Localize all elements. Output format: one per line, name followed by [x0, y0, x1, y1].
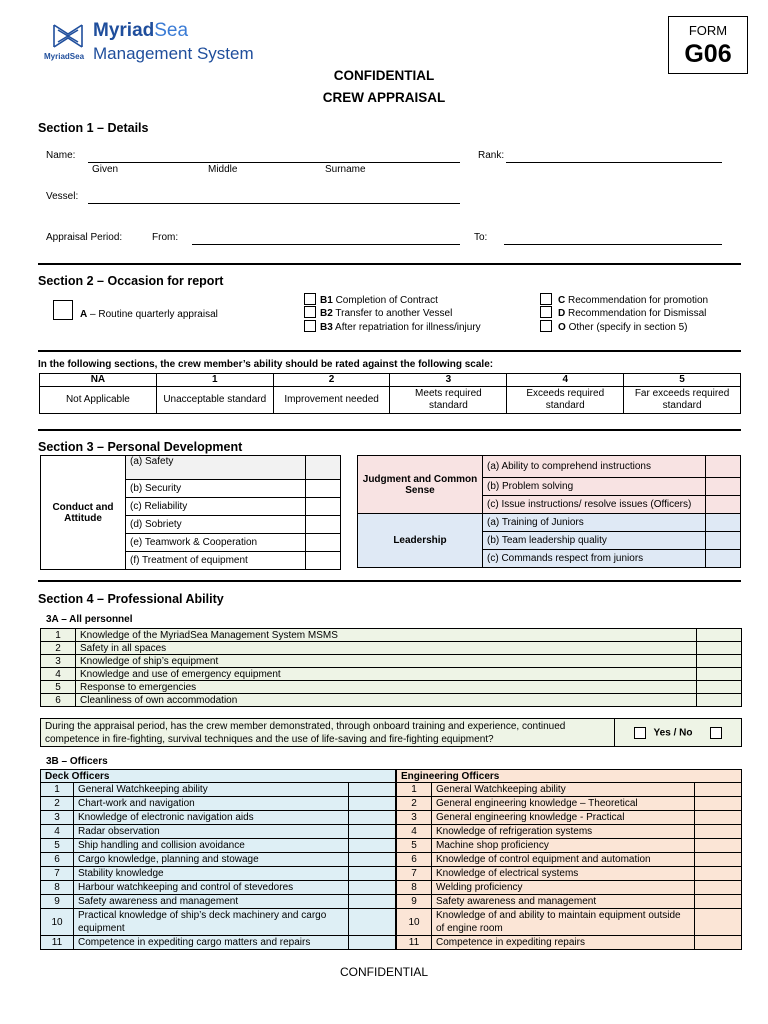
leadership-label: Leadership [358, 514, 483, 568]
conduct-label: Conduct and Attitude [41, 456, 126, 570]
rating-cell[interactable] [695, 909, 742, 936]
yes-no-cell [615, 719, 742, 747]
rating-cell[interactable] [306, 552, 341, 570]
brand-name [93, 20, 188, 42]
option-b3: B3 After repatriation for illness/injury [320, 322, 481, 333]
rating-cell[interactable] [697, 629, 742, 642]
rating-cell[interactable] [697, 655, 742, 668]
name-field[interactable] [88, 162, 460, 163]
sub-b-heading: 3B – Officers [46, 756, 108, 767]
brand-subtitle: Management System [93, 44, 254, 63]
from-field[interactable] [192, 244, 460, 245]
footer-confidential: CONFIDENTIAL [339, 965, 428, 979]
rating-cell[interactable] [349, 825, 396, 839]
rating-cell[interactable] [697, 694, 742, 707]
checkbox-b2[interactable] [304, 306, 316, 318]
scale-label: Unacceptable standard [156, 387, 273, 414]
checkbox-o[interactable] [540, 320, 552, 332]
conduct-item: (f) Treatment of equipment [126, 552, 306, 570]
form-code: G06 [684, 40, 732, 68]
rank-field[interactable] [506, 162, 722, 163]
scale-label: Exceeds required standard [507, 387, 624, 414]
vessel-field[interactable] [88, 203, 460, 204]
conduct-table [40, 455, 341, 570]
option-a-code: A [80, 309, 88, 320]
rating-cell[interactable] [349, 895, 396, 909]
scale-label: Improvement needed [273, 387, 390, 414]
to-field[interactable] [504, 244, 722, 245]
rating-cell[interactable] [349, 853, 396, 867]
option-a-text: – Routine quarterly appraisal [90, 309, 218, 320]
rank-label: Rank: [478, 150, 505, 161]
competence-question-table [40, 718, 742, 747]
judgment-leadership-table [357, 455, 741, 568]
divider [38, 263, 741, 265]
rating-scale-table [39, 373, 741, 414]
judgment-item: (b) Problem solving [483, 478, 706, 496]
rating-cell[interactable] [306, 534, 341, 552]
option-a [80, 309, 218, 320]
checkbox-b3[interactable] [304, 320, 316, 332]
conduct-item: (b) Security [126, 480, 306, 498]
section4-heading: Section 4 – Professional Ability [38, 592, 224, 606]
judgment-item: (c) Issue instructions/ resolve issues (Officers) [483, 496, 706, 514]
brand-light: Sea [154, 20, 189, 41]
conduct-item: (e) Teamwork & Cooperation [126, 534, 306, 552]
rating-cell[interactable] [695, 825, 742, 839]
brand-bold: Myriad [93, 20, 155, 41]
rating-cell[interactable] [349, 936, 396, 950]
checkbox-c[interactable] [540, 293, 552, 305]
rating-cell[interactable] [695, 853, 742, 867]
rating-cell[interactable] [695, 895, 742, 909]
rating-cell[interactable] [695, 881, 742, 895]
rating-cell[interactable] [349, 783, 396, 797]
checkbox-a[interactable] [53, 300, 73, 320]
rating-cell[interactable] [695, 839, 742, 853]
rating-cell[interactable] [706, 478, 741, 496]
title-confidential: CONFIDENTIAL [333, 68, 435, 83]
leadership-item: (c) Commands respect from juniors [483, 550, 706, 568]
rating-cell[interactable] [306, 480, 341, 498]
judgment-label: Judgment and Common Sense [358, 456, 483, 514]
checkbox-yes[interactable] [634, 727, 646, 739]
given-label: Given [92, 164, 119, 175]
scale-header: 4 [507, 374, 624, 387]
scale-label: Not Applicable [40, 387, 157, 414]
rating-cell[interactable] [349, 797, 396, 811]
yes-no-label: Yes / No [653, 727, 693, 739]
eng-header: Engineering Officers [397, 770, 742, 783]
name-label: Name: [46, 150, 76, 161]
conduct-item: (c) Reliability [126, 498, 306, 516]
form-code-box [668, 16, 748, 74]
divider [38, 429, 741, 431]
scale-header: 1 [156, 374, 273, 387]
section3-heading: Section 3 – Personal Development [38, 440, 243, 454]
logo-icon [52, 22, 84, 50]
option-b2: B2 Transfer to another Vessel [320, 308, 453, 319]
rating-cell[interactable] [349, 811, 396, 825]
period-label: Appraisal Period: [46, 232, 123, 243]
conduct-item: (d) Sobriety [126, 516, 306, 534]
rating-cell[interactable] [697, 668, 742, 681]
rating-cell[interactable] [706, 550, 741, 568]
rating-cell[interactable] [695, 797, 742, 811]
scale-label: Meets required standard [390, 387, 507, 414]
rating-cell[interactable] [349, 909, 396, 936]
competence-question: During the appraisal period, has the crew member demonstrated, through onboard training and experience, continued competence in fire-fighting, survival techniques and the use of life-saving and fire-fighting equipment? [41, 719, 615, 747]
rating-cell[interactable] [349, 881, 396, 895]
middle-label: Middle [208, 164, 238, 175]
title-crew-appraisal: CREW APPRAISAL [322, 90, 446, 105]
deck-officers-table: Deck Officers 1 General Watchkeeping ability 2 Chart-work and navigation 3 Knowledge of electronic navigation aids 4 Radar observation 5 Ship handling and collision avoidance 6 Cargo knowledge, planning and stowage 7 Stability knowledge 8 Harbour watchkeeping and control of stevedores 9 Safety awareness and management 10 Practical knowledge of ship’s deck machinery and cargo equipment 11 Competence in expediting cargo matters and repairs [40, 769, 396, 950]
rating-cell[interactable] [706, 532, 741, 550]
checkbox-d[interactable] [540, 306, 552, 318]
rating-cell[interactable] [349, 839, 396, 853]
form-label: FORM [688, 23, 728, 38]
rating-cell[interactable] [697, 681, 742, 694]
from-label: From: [152, 232, 179, 243]
rating-cell[interactable] [695, 936, 742, 950]
divider [38, 350, 741, 352]
rating-cell[interactable] [306, 456, 341, 480]
scale-intro: In the following sections, the crew member’s ability should be rated against the following scale: [38, 359, 494, 370]
rating-cell[interactable] [306, 516, 341, 534]
vessel-label: Vessel: [46, 191, 79, 202]
engineering-officers-table: Engineering Officers 1 General Watchkeeping ability 2 General engineering knowledge – Theoretical 3 General engineering knowledge - Practical 4 Knowledge of refrigeration systems 5 Machine shop proficiency 6 Knowledge of control equipment and automation 7 Knowledge of electrical systems 8 Welding proficiency 9 Safety awareness and management 10 Knowledge of and ability to maintain equipment outside of engine room 11 Competence in expediting repairs [396, 769, 742, 950]
scale-header: 2 [273, 374, 390, 387]
logo-mark [52, 22, 84, 55]
rating-cell[interactable] [695, 783, 742, 797]
rating-cell[interactable] [695, 811, 742, 825]
rating-cell[interactable] [706, 456, 741, 478]
scale-label: Far exceeds required standard [624, 387, 741, 414]
rating-cell[interactable] [706, 514, 741, 532]
deck-header: Deck Officers [41, 770, 396, 783]
option-d: D Recommendation for Dismissal [558, 308, 707, 319]
judgment-item: (a) Ability to comprehend instructions [483, 456, 706, 478]
checkbox-no[interactable] [710, 727, 722, 739]
section2-heading: Section 2 – Occasion for report [38, 274, 224, 288]
surname-label: Surname [325, 164, 366, 175]
rating-cell[interactable] [697, 642, 742, 655]
to-label: To: [474, 232, 488, 243]
option-c: C Recommendation for promotion [558, 295, 709, 306]
rating-cell[interactable] [695, 867, 742, 881]
divider [38, 580, 741, 582]
rating-cell[interactable] [349, 867, 396, 881]
scale-header: 3 [390, 374, 507, 387]
checkbox-b1[interactable] [304, 293, 316, 305]
scale-header: 5 [624, 374, 741, 387]
all-personnel-table: 1 Knowledge of the MyriadSea Management System MSMS 2 Safety in all spaces 3 Knowledge of ship’s equipment 4 Knowledge and use of emergency equipment 5 Response to emergencies 6 Cleanliness of own accommodation [40, 628, 742, 707]
rating-cell[interactable] [706, 496, 741, 514]
sub-a-heading: 3A – All personnel [46, 614, 133, 625]
leadership-item: (a) Training of Juniors [483, 514, 706, 532]
conduct-item: (a) Safety [126, 456, 306, 480]
option-b1: B1 Completion of Contract [320, 295, 438, 306]
option-o: O Other (specify in section 5) [558, 322, 688, 333]
logo-caption: MyriadSea [44, 52, 85, 61]
section1-heading: Section 1 – Details [38, 121, 149, 135]
scale-header: NA [40, 374, 157, 387]
leadership-item: (b) Team leadership quality [483, 532, 706, 550]
rating-cell[interactable] [306, 498, 341, 516]
